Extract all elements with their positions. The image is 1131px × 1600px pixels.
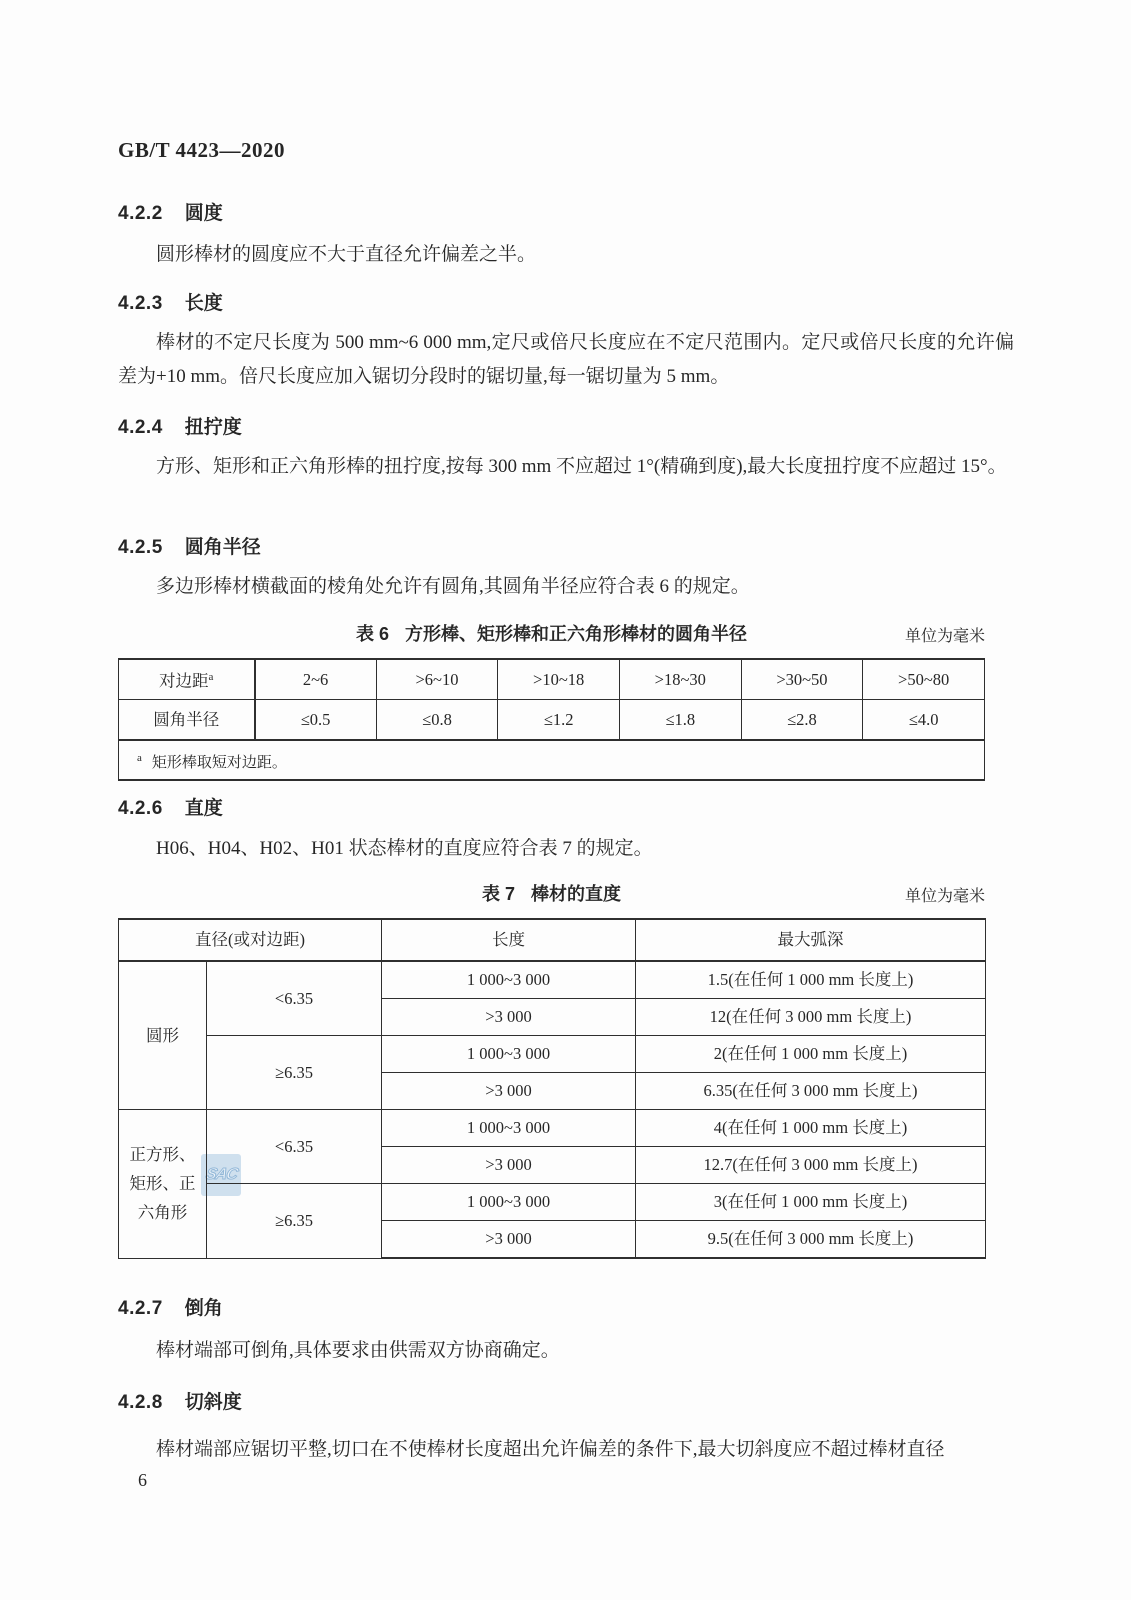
table6-caption-row <box>118 620 985 646</box>
section-heading-4-2-6 <box>118 793 223 820</box>
section-number: 4.2.7 <box>118 1298 163 1319</box>
table-row <box>119 961 986 999</box>
footnote-marker: a <box>208 671 214 684</box>
table-cell: >10~18 <box>498 659 620 700</box>
paragraph-straightness: H06、H04、H02、H01 状态棒材的直度应符合表 7 的规定。 <box>156 838 653 859</box>
table6-footnote: $^a$ 矩形棒取短对边距。 <box>119 740 985 780</box>
table7-caption <box>118 880 985 906</box>
paragraph-twist: 方形、矩形和正六角形棒的扭拧度,按每 300 mm 不应超过 1°(精确到度),最大长度扭拧度不应超过 15°。 <box>156 456 1007 477</box>
table-cell: 3(在任何 1 000 mm 长度上) <box>636 1184 986 1221</box>
section-number: 4.2.2 <box>118 203 163 224</box>
paragraph-roundness: 圆形棒材的圆度应不大于直径允许偏差之半。 <box>156 244 537 265</box>
table-cell: 1 000~3 000 <box>382 1036 636 1073</box>
section-number: 4.2.3 <box>118 293 163 314</box>
table-cell-shape: 正方形、矩形、正六角形 <box>119 1110 207 1259</box>
paragraph-corner-radius: 多边形棒材横截面的棱角处允许有圆角,其圆角半径应符合表 6 的规定。 <box>156 576 750 597</box>
table-cell: 9.5(在任何 3 000 mm 长度上) <box>636 1221 986 1259</box>
table6-caption <box>118 620 985 646</box>
section-heading-4-2-2 <box>118 198 223 225</box>
table-cell: 1 000~3 000 <box>382 961 636 999</box>
section-number: 4.2.8 <box>118 1392 163 1413</box>
section-heading-4-2-4 <box>118 412 242 439</box>
table6-radius-label-cell: 圆角半径 <box>119 700 255 741</box>
table6-corner-radius <box>118 658 985 781</box>
footnote-marker: a <box>137 751 142 764</box>
table-cell-size: <6.35 <box>207 961 382 1036</box>
section-title: 倒角 <box>184 1298 223 1319</box>
table6-caption-label: 表 6 <box>355 624 389 644</box>
section-title: 扭拧度 <box>184 417 242 438</box>
table7-caption-title: 棒材的直度 <box>531 884 621 904</box>
table6-header-label-cell: 对边距$^a$ <box>119 659 255 700</box>
paragraph-length: 棒材的不定尺长度为 500 mm~6 000 mm,定尺或倍尺长度应在不定尺范围内。定尺或倍尺长度的允许偏差为+10 mm。倍尺长度应加入锯切分段时的锯切量,每一锯切量为 5 mm。 <box>118 332 1014 387</box>
table7-straightness <box>118 918 986 1259</box>
table-cell: 2~6 <box>255 659 377 700</box>
table-cell: >3 000 <box>382 999 636 1036</box>
table-cell: >30~50 <box>741 659 863 700</box>
table-cell: 长度 <box>382 919 636 961</box>
table-cell: ≤4.0 <box>863 700 985 741</box>
table-cell: ≤1.8 <box>619 700 741 741</box>
page-number: 6 <box>138 1470 147 1490</box>
table6-unit-note: 单位为毫米 <box>904 628 985 645</box>
table-cell: ≤0.5 <box>255 700 377 741</box>
section-number: 4.2.6 <box>118 798 163 819</box>
table-cell-shape: 圆形 <box>119 961 207 1110</box>
section-heading-4-2-3 <box>118 288 223 315</box>
table-cell: 12(在任何 3 000 mm 长度上) <box>636 999 986 1036</box>
section-heading-4-2-7 <box>118 1293 223 1320</box>
table-cell: >6~10 <box>376 659 498 700</box>
table-cell: >3 000 <box>382 1221 636 1259</box>
table-cell: 1 000~3 000 <box>382 1184 636 1221</box>
paragraph-cut-obliquity: 棒材端部应锯切平整,切口在不使棒材长度超出允许偏差的条件下,最大切斜度应不超过棒材直径 <box>156 1439 945 1460</box>
section-number: 4.2.4 <box>118 417 163 438</box>
table-cell: >3 000 <box>382 1147 636 1184</box>
table-row <box>119 659 985 700</box>
section-title: 切斜度 <box>184 1392 242 1413</box>
section-title: 长度 <box>184 293 223 314</box>
table-cell: ≤2.8 <box>741 700 863 741</box>
paragraph-chamfer: 棒材端部可倒角,具体要求由供需双方协商确定。 <box>156 1340 560 1361</box>
doc-code: GB/T 4423—2020 <box>118 138 286 162</box>
table-cell-size: <6.35 <box>207 1110 382 1184</box>
table-cell: 12.7(在任何 3 000 mm 长度上) <box>636 1147 986 1184</box>
section-title: 直度 <box>184 798 223 819</box>
table-cell: >18~30 <box>619 659 741 700</box>
section-heading-4-2-8 <box>118 1387 242 1414</box>
table-row <box>119 700 985 741</box>
table-cell: >3 000 <box>382 1073 636 1110</box>
table-cell-size: ≥6.35 <box>207 1036 382 1110</box>
table-cell: ≤1.2 <box>498 700 620 741</box>
section-title: 圆度 <box>184 203 223 224</box>
section-heading-4-2-5 <box>118 532 261 559</box>
table7-caption-label: 表 7 <box>481 884 515 904</box>
table-cell: ≤0.8 <box>376 700 498 741</box>
table6-caption-title: 方形棒、矩形棒和正六角形棒材的圆角半径 <box>405 624 747 644</box>
table-cell: 4(在任何 1 000 mm 长度上) <box>636 1110 986 1147</box>
table7-caption-row <box>118 880 985 906</box>
table-cell: 1.5(在任何 1 000 mm 长度上) <box>636 961 986 999</box>
table-cell: >50~80 <box>863 659 985 700</box>
table-row <box>119 1110 986 1147</box>
section-number: 4.2.5 <box>118 537 163 558</box>
table-row <box>119 1184 986 1221</box>
table7-unit-note: 单位为毫米 <box>904 888 985 905</box>
table-cell: 2(在任何 1 000 mm 长度上) <box>636 1036 986 1073</box>
table-cell: 6.35(在任何 3 000 mm 长度上) <box>636 1073 986 1110</box>
table-row <box>119 740 985 780</box>
sac-watermark-text: SAC <box>203 1166 239 1183</box>
section-title: 圆角半径 <box>184 537 261 558</box>
table-row <box>119 1036 986 1073</box>
table-cell: 1 000~3 000 <box>382 1110 636 1147</box>
table-cell: 直径(或对边距) <box>119 919 382 961</box>
table-cell-size: ≥6.35 <box>207 1184 382 1259</box>
table-row <box>119 919 986 961</box>
table-cell: 最大弧深 <box>636 919 986 961</box>
